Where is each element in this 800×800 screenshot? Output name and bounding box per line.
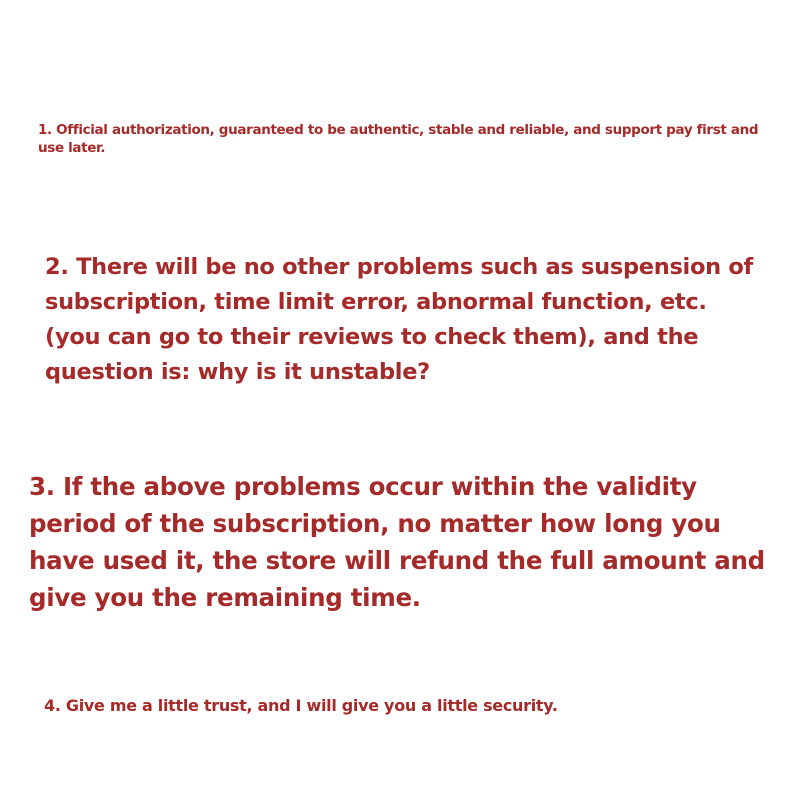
guarantee-point-2: 2. There will be no other problems such as suspension of subscription, time limit error, abnormal function, etc. (you can go to their reviews to check them), and the question is: why is it unstable? [45,254,754,385]
guarantee-point-4: 4. Give me a little trust, and I will give you a little security. [44,696,558,715]
guarantee-point-1: 1. Official authorization, guaranteed to be authentic, stable and reliable, and support pay first and use later. [38,122,759,156]
guarantee-point-3: 3. If the above problems occur within the validity period of the subscription, no matter how long you have used it, the store will refund the full amount and give you the remaining time. [29,472,765,612]
